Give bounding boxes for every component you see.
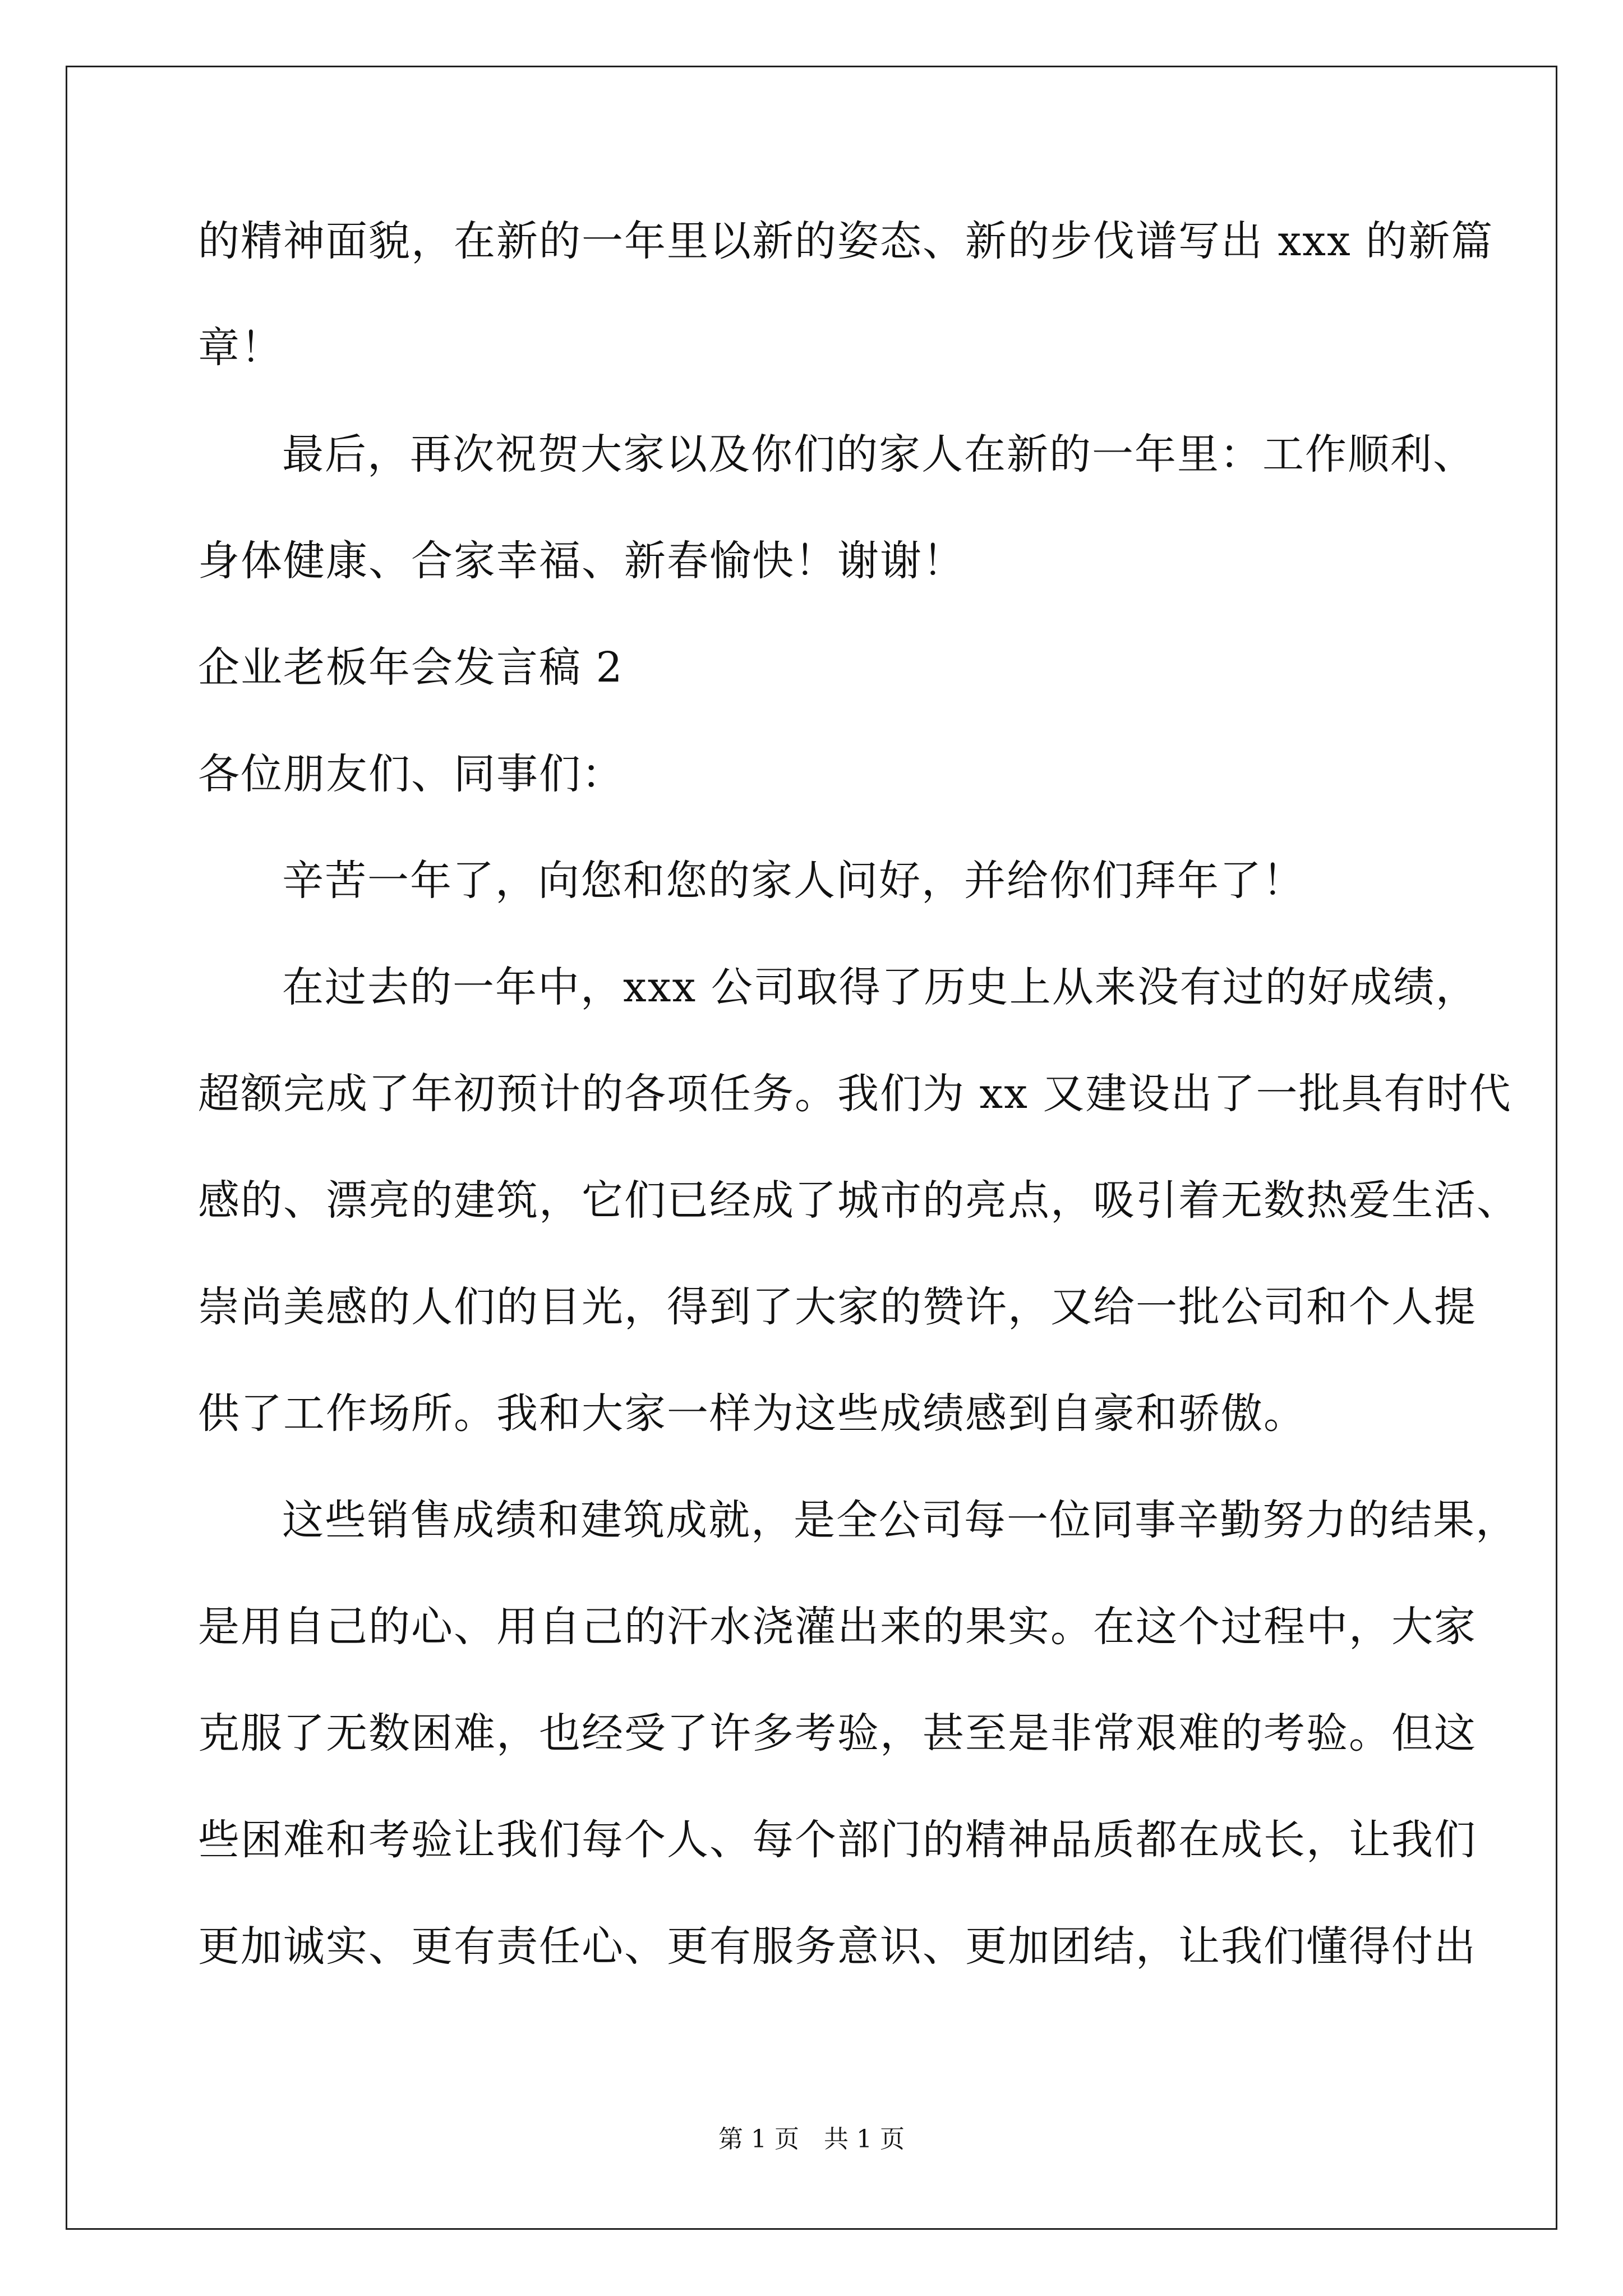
page-number-footer: 第 1 页 共 1 页 (718, 2125, 905, 2154)
paragraph-start-line: 这些销售成绩和建筑成就，是全公司每一位同事辛勤努力的结果， (282, 1496, 1518, 1544)
text-line: 超额完成了年初预计的各项任务。我们为 xx 又建设出了一批具有时代 (198, 1070, 1512, 1118)
text-line: 供了工作场所。我和大家一样为这些成绩感到自豪和骄傲。 (198, 1389, 1306, 1438)
text-line: 的精神面貌，在新的一年里以新的姿态、新的步伐谱写出 xxx 的新篇 (198, 217, 1494, 265)
salutation: 各位朋友们、同事们： (198, 750, 624, 798)
page-border (66, 66, 1557, 2230)
text-line: 身体健康、合家幸福、新春愉快！谢谢！ (198, 537, 965, 585)
text-line: 是用自己的心、用自己的汗水浇灌出来的果实。在这个过程中，大家 (198, 1603, 1477, 1651)
text-line: 些困难和考验让我们每个人、每个部门的精神品质都在成长，让我们 (198, 1816, 1477, 1864)
paragraph-start-line: 辛苦一年了，向您和您的家人问好，并给你们拜年了！ (282, 857, 1305, 905)
text-line: 章！ (198, 324, 283, 372)
text-line: 感的、漂亮的建筑，它们已经成了城市的亮点，吸引着无数热爱生活、 (198, 1176, 1519, 1225)
text-line: 更加诚实、更有责任心、更有服务意识、更加团结，让我们懂得付出 (198, 1922, 1477, 1971)
text-line: 克服了无数困难，也经受了许多考验，甚至是非常艰难的考验。但这 (198, 1709, 1477, 1757)
paragraph-start-line: 最后，再次祝贺大家以及你们的家人在新的一年里：工作顺利、 (282, 430, 1476, 478)
paragraph-start-line: 在过去的一年中，xxx 公司取得了历史上从来没有过的好成绩， (282, 963, 1478, 1011)
text-line: 崇尚美感的人们的目光，得到了大家的赞许，又给一批公司和个人提 (198, 1283, 1477, 1331)
section-heading: 企业老板年会发言稿 2 (198, 643, 624, 692)
